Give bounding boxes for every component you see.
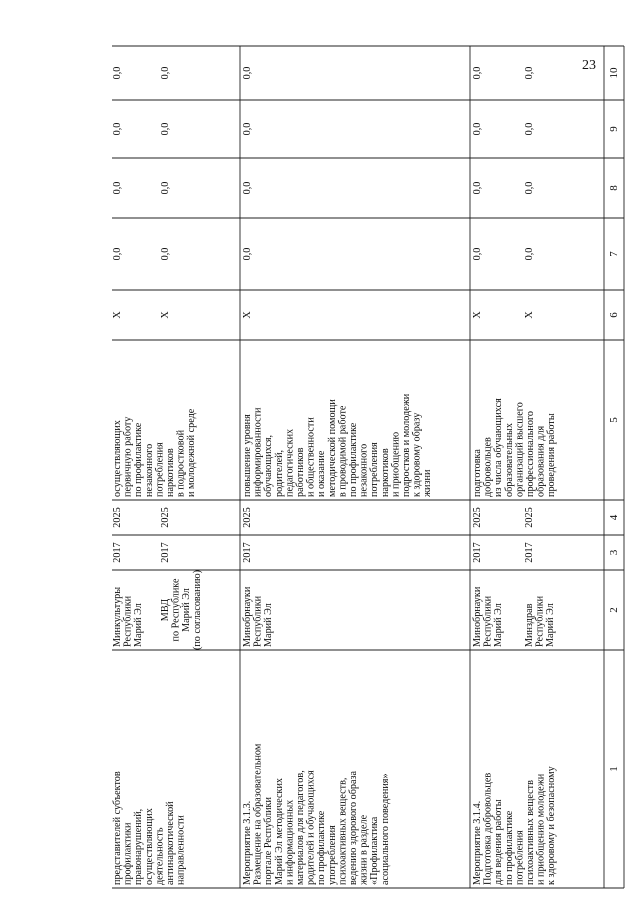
cell-col2-text	[524, 595, 556, 647]
cell-text-line: и молодежной среде	[186, 408, 198, 497]
cell-text-line: психоактивных веществ,	[337, 777, 349, 885]
cell-c6-value	[112, 311, 123, 319]
cell-c6-value	[160, 311, 171, 319]
cell-c10-value	[242, 67, 253, 80]
column-header: 6	[608, 312, 620, 318]
cell-c3-value	[472, 542, 483, 562]
cell-text-line: 2017	[160, 542, 171, 563]
cell-text-line: 0,0	[524, 181, 535, 195]
cell-text-line: и приобщению	[390, 431, 402, 497]
cell-text-line: Марий Эл методических	[273, 778, 285, 885]
cell-text-line: родителей и обучающихся	[305, 770, 317, 885]
cell-text-line: Республики	[534, 595, 546, 647]
cell-text-line: X	[160, 311, 171, 319]
cell-text-line: деятельность	[154, 827, 166, 885]
column-header: 1	[608, 766, 620, 772]
cell-text-line: «Профилактика	[369, 816, 381, 885]
cell-c3-value	[524, 542, 535, 562]
column-header: 4	[608, 514, 620, 521]
cell-text-line: Мероприятие 3.1.4.	[472, 800, 483, 885]
cell-text-line: X	[112, 311, 123, 319]
cell-text-line: 0,0	[472, 181, 483, 195]
cell-text-line: 0,0	[472, 247, 483, 261]
cell-text-line: по профилактике	[316, 810, 328, 885]
cell-c9-value	[524, 123, 535, 136]
cell-col1-text	[242, 743, 391, 886]
cell-c4-value	[524, 507, 535, 527]
cell-text-line: первичную работу	[122, 416, 134, 497]
column-header: 7	[608, 251, 620, 257]
cell-text-line: наркотиков	[379, 448, 391, 497]
column-header: 2	[608, 607, 620, 613]
cell-text-line: 0,0	[242, 247, 253, 261]
cell-text-line: 0,0	[472, 66, 483, 80]
cell-text-line: 0,0	[242, 66, 253, 80]
cell-text-line: X	[242, 311, 253, 319]
cell-text-line: Минобрнауки	[242, 586, 253, 647]
cell-text-line: направленности	[175, 815, 187, 885]
cell-text-line: (по согласованию)	[191, 569, 203, 651]
cell-text-line: 2025	[524, 507, 535, 528]
cell-col5-text	[472, 398, 557, 497]
cell-text-line: незаконного	[358, 443, 370, 497]
cell-text-line: 0,0	[112, 247, 123, 261]
cell-c10-value	[524, 67, 535, 80]
cell-text-line: 2025	[160, 507, 171, 528]
cell-text-line: образовательных	[503, 423, 515, 497]
cell-col2-text	[242, 586, 274, 647]
cell-text-line: 0,0	[160, 181, 171, 195]
cell-text-line: Республики	[122, 595, 134, 647]
cell-text-line: правонарушений,	[133, 808, 145, 885]
cell-text-line: Марий Эл	[545, 603, 557, 647]
cell-text-line: жизни в разделе	[358, 814, 370, 885]
cell-c9-value	[242, 123, 253, 136]
cell-text-line: информированности	[252, 407, 264, 497]
cell-text-line: потребления	[154, 442, 166, 497]
cell-text-line: Минкультуры	[112, 586, 123, 647]
cell-text-line: портале Республики	[263, 797, 275, 885]
cell-text-line: профессионального	[525, 411, 536, 497]
cell-c10-value	[160, 67, 171, 80]
cell-c9-value	[112, 123, 123, 136]
cell-text-line: 0,0	[524, 66, 535, 80]
cell-text-line: из числа обучающихся	[493, 398, 505, 497]
cell-text-line: Республики	[482, 595, 494, 647]
cell-text-line: по профилактике	[133, 422, 145, 497]
cell-text-line: образования для	[535, 425, 547, 497]
cell-text-line: употребления	[326, 825, 338, 885]
cell-text-line: асоциального поведения»	[379, 773, 391, 885]
cell-text-line: Марий Эл	[181, 588, 193, 632]
cell-text-line: потребления	[369, 442, 381, 497]
cell-text-line: работников	[295, 447, 306, 497]
cell-text-line: 2025	[242, 507, 253, 528]
cell-text-line: 0,0	[160, 122, 171, 136]
cell-text-line: Минздрав	[524, 603, 535, 647]
cell-text-line: в подростковой	[175, 429, 187, 497]
cell-text-line: добровольцев	[482, 437, 494, 497]
cell-text-line: и информационных	[284, 799, 296, 885]
cell-text-line: подготовка	[472, 449, 483, 497]
cell-text-line: и приобщению молодежи	[535, 773, 547, 885]
cell-c7-value	[524, 248, 535, 261]
cell-text-line: наркотиков	[165, 448, 176, 497]
cell-text-line: осуществляющих	[112, 420, 123, 497]
cell-c8-value	[472, 182, 483, 195]
cell-text-line: МВД	[160, 598, 171, 622]
cell-c6-value	[472, 311, 483, 319]
cell-text-line: по профилактике	[348, 422, 359, 497]
column-header: 5	[608, 417, 620, 423]
cell-text-line: в проводимой работе	[337, 405, 349, 497]
cell-text-line: методической помощи	[326, 399, 338, 497]
cell-text-line: педагогических	[284, 428, 296, 497]
cell-col2-text	[112, 587, 144, 647]
cell-c6-value	[242, 311, 253, 319]
cell-text-line: представителей субъектов	[112, 771, 123, 885]
cell-c4-value	[242, 507, 253, 527]
cell-text-line: 0,0	[160, 247, 171, 261]
cell-text-line: 2017	[472, 542, 483, 563]
cell-text-line: Республики	[252, 595, 264, 647]
cell-text-line: 2025	[472, 507, 483, 528]
cell-c7-value	[242, 248, 253, 261]
cell-text-line: 0,0	[242, 181, 253, 195]
cell-text-line: потребления	[514, 830, 526, 885]
cell-text-line: X	[472, 311, 483, 319]
cell-text-line: организаций высшего	[514, 402, 526, 497]
cell-text-line: жизни	[422, 469, 434, 497]
cell-text-line: обучающихся,	[263, 434, 275, 497]
cell-text-line: Марий Эл	[133, 603, 145, 647]
cell-text-line: Подготовка добровольцев	[482, 772, 494, 885]
cell-col1-text	[112, 771, 187, 885]
cell-c4-value	[112, 507, 123, 527]
cell-c8-value	[242, 182, 253, 195]
cell-text-line: для ведения работы	[493, 799, 505, 885]
cell-col1-text	[472, 765, 557, 885]
page-number: 23	[582, 58, 596, 73]
cell-text-line: Марий Эл	[263, 603, 275, 647]
cell-c7-value	[160, 248, 171, 261]
cell-text-line: по Республике	[170, 578, 182, 642]
cell-text-line: Марий Эл	[493, 603, 505, 647]
cell-col2-text	[160, 570, 203, 650]
cell-text-line: X	[524, 311, 535, 319]
cell-text-line: 0,0	[524, 122, 535, 136]
cell-text-line: 0,0	[112, 181, 123, 195]
cell-c9-value	[472, 123, 483, 136]
cell-text-line: осуществляющих	[143, 808, 155, 885]
cell-text-line: к здоровому и безопасному	[546, 766, 558, 885]
cell-text-line: 0,0	[472, 122, 483, 136]
cell-c9-value	[160, 123, 171, 136]
cell-text-line: психоактивных веществ	[525, 780, 536, 885]
cell-text-line: профилактики	[122, 822, 134, 885]
cell-text-line: подростков и молодежи	[401, 393, 412, 497]
cell-text-line: 0,0	[160, 66, 171, 80]
cell-c8-value	[524, 182, 535, 195]
cell-c6-value	[524, 311, 535, 319]
cell-text-line: 0,0	[242, 122, 253, 136]
column-header: 8	[608, 185, 620, 191]
cell-c8-value	[112, 182, 123, 195]
cell-text-line: 2017	[112, 542, 123, 563]
cell-c8-value	[160, 182, 171, 195]
cell-text-line: по профилактике	[503, 810, 515, 885]
cell-text-line: проведения работы	[546, 413, 558, 497]
cell-c10-value	[112, 67, 123, 80]
cell-c7-value	[472, 248, 483, 261]
cell-text-line: материалов для педагогов,	[295, 770, 306, 885]
cell-col5-text	[242, 393, 433, 498]
cell-text-line: антинаркотической	[165, 801, 176, 885]
cell-c4-value	[160, 507, 171, 527]
cell-text-line: 2017	[524, 542, 535, 563]
column-header: 3	[608, 549, 620, 556]
cell-text-line: 0,0	[112, 122, 123, 136]
column-header: 10	[608, 67, 620, 79]
cell-text-line: повышение уровня	[242, 414, 253, 497]
cell-c10-value	[472, 67, 483, 80]
cell-text-line: Размещение на образовательном	[252, 743, 264, 885]
cell-text-line: и оказание	[316, 450, 328, 497]
cell-text-line: и общественности	[305, 417, 317, 497]
cell-text-line: 2025	[112, 507, 123, 528]
cell-c4-value	[472, 507, 483, 527]
cell-text-line: 0,0	[524, 247, 535, 261]
cell-text-line: ведению здорового образа	[348, 770, 359, 885]
cell-c7-value	[112, 248, 123, 261]
cell-c3-value	[242, 542, 253, 562]
cell-text-line: к здоровому образу	[411, 412, 423, 497]
cell-text-line: Минобрнауки	[472, 586, 483, 647]
cell-text-line: 2017	[242, 542, 253, 563]
cell-text-line: незаконного	[143, 443, 155, 497]
cell-text-line: 0,0	[112, 66, 123, 80]
column-header: 9	[608, 126, 620, 132]
cell-col5-text	[112, 408, 197, 497]
cell-c3-value	[160, 542, 171, 562]
cell-text-line: Мероприятие 3.1.3.	[242, 800, 253, 885]
cell-col2-text	[472, 586, 504, 647]
cell-text-line: родителей,	[273, 449, 285, 497]
cell-c3-value	[112, 542, 123, 562]
